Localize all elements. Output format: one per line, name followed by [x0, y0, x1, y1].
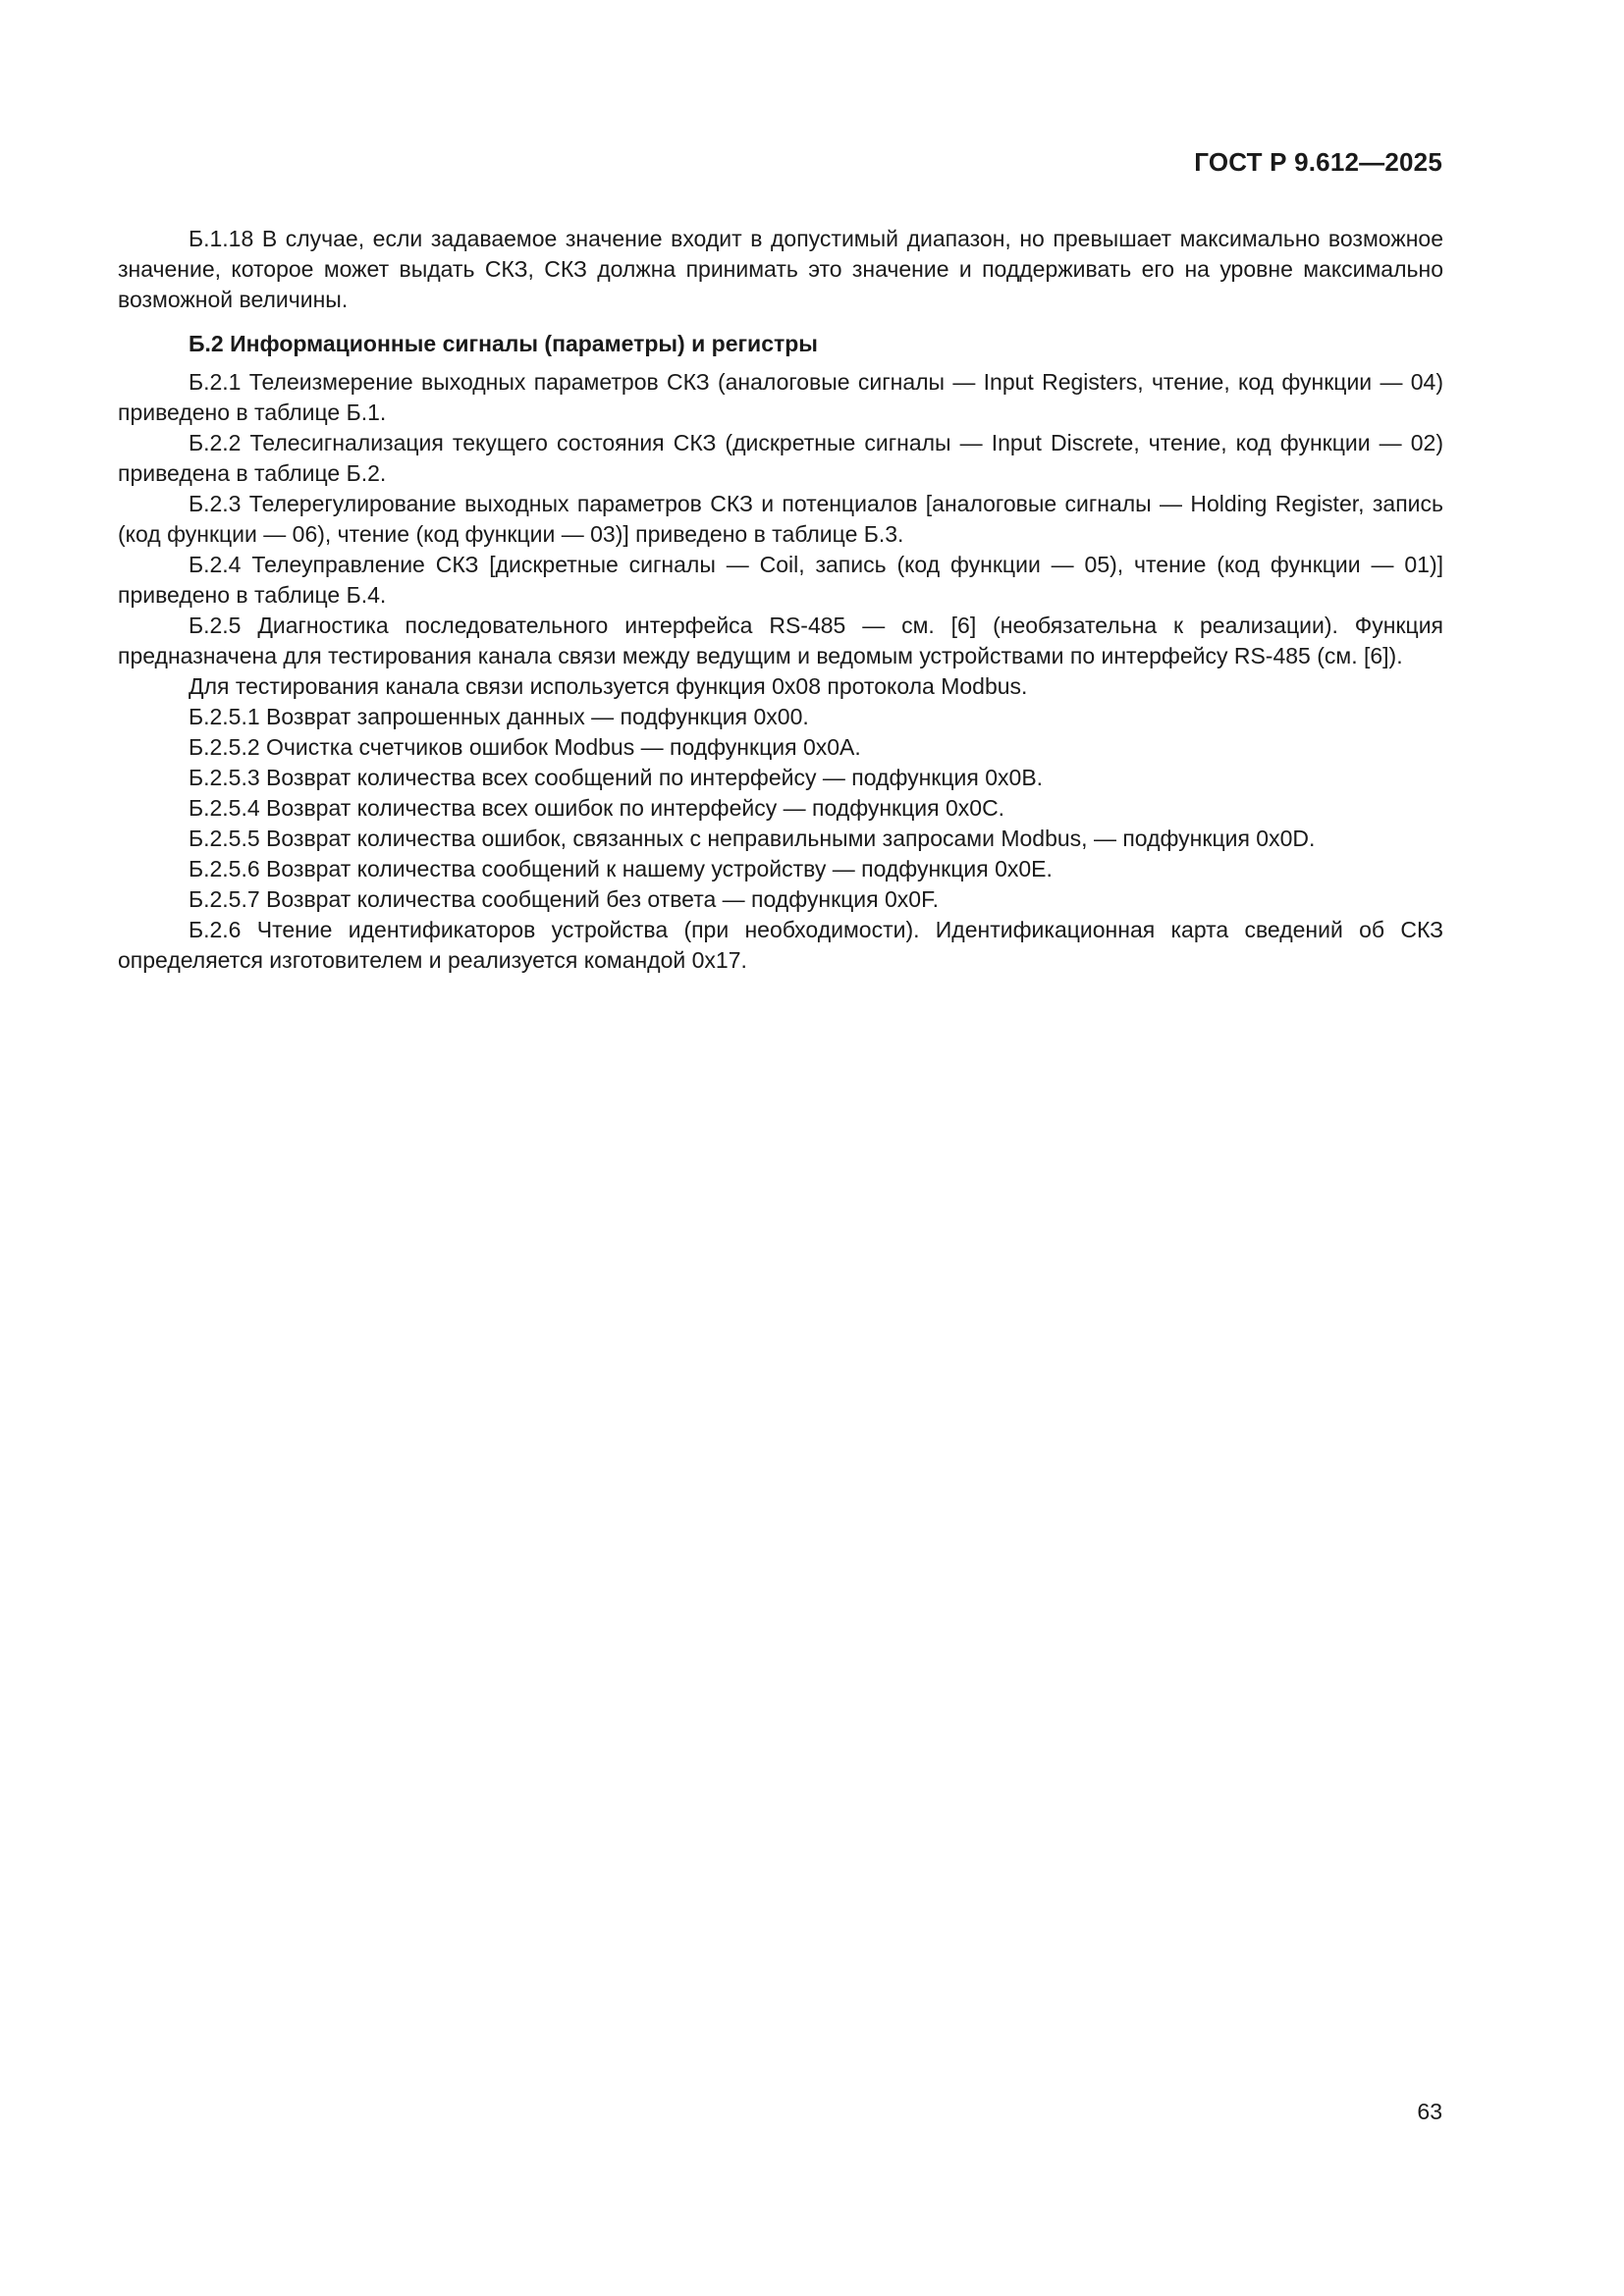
paragraph-b1-18: Б.1.18 В случае, если задаваемое значение входит в допустимый диапазон, но превышает максимально возможное значение, которое может выдать СКЗ, СКЗ должна принимать это значение и поддерживать его на уровне максимально возможной величины. — [118, 226, 1443, 312]
paragraph-b2-6: Б.2.6 Чтение идентификаторов устройства (при необходимости). Идентификационная карта сведений об СКЗ определяется изготовителем и реализуется командой 0x17. — [118, 917, 1443, 973]
page-number: 63 — [1417, 2099, 1442, 2124]
paragraph-b2-1: Б.2.1 Телеизмерение выходных параметров СКЗ (аналоговые сигналы — Input Registers, чтение, код функции — 04) приведено в таблице Б.1. — [118, 369, 1443, 425]
paragraph-b2-5-1: Б.2.5.1 Возврат запрошенных данных — подфункция 0x00. — [189, 704, 809, 729]
document-header-id: ГОСТ Р 9.612—2025 — [1194, 147, 1442, 177]
paragraph-b2-5-5: Б.2.5.5 Возврат количества ошибок, связанных с неправильными запросами Modbus, — подфункция 0x0D. — [189, 826, 1316, 851]
paragraph-b2-4: Б.2.4 Телеуправление СКЗ [дискретные сигналы — Coil, запись (код функции — 05), чтение (код функции — 01)] приведено в таблице Б.4. — [118, 552, 1443, 608]
paragraph-b2-5-2: Б.2.5.2 Очистка счетчиков ошибок Modbus — подфункция 0x0A. — [189, 734, 861, 760]
paragraph-b2-3: Б.2.3 Телерегулирование выходных параметров СКЗ и потенциалов [аналоговые сигналы — Holding Register, запись (код функции — 06), чтение (код функции — 03)] приведено в таблице Б.3. — [118, 491, 1443, 547]
paragraph-b2-5-6: Б.2.5.6 Возврат количества сообщений к нашему устройству — подфункция 0x0E. — [189, 856, 1053, 881]
document-body — [118, 224, 1443, 976]
paragraph-b2-5-3: Б.2.5.3 Возврат количества всех сообщений по интерфейсу — подфункция 0x0B. — [189, 765, 1044, 790]
section-heading-b2: Б.2 Информационные сигналы (параметры) и регистры — [189, 331, 818, 356]
paragraph-b2-5-7: Б.2.5.7 Возврат количества сообщений без ответа — подфункция 0x0F. — [189, 886, 939, 912]
paragraph-modbus-function: Для тестирования канала связи используется функция 0x08 протокола Modbus. — [189, 673, 1028, 699]
paragraph-b2-5-4: Б.2.5.4 Возврат количества всех ошибок по интерфейсу — подфункция 0x0C. — [189, 795, 1005, 821]
paragraph-b2-5: Б.2.5 Диагностика последовательного интерфейса RS-485 — см. [6] (необязательна к реализации). Функция предназначена для тестирования канала связи между ведущим и ведомым устройствами по интерфейсу RS-485 (см. [6]). — [118, 613, 1443, 668]
paragraph-b2-2: Б.2.2 Телесигнализация текущего состояния СКЗ (дискретные сигналы — Input Discrete, чтение, код функции — 02) приведена в таблице Б.2. — [118, 430, 1443, 486]
